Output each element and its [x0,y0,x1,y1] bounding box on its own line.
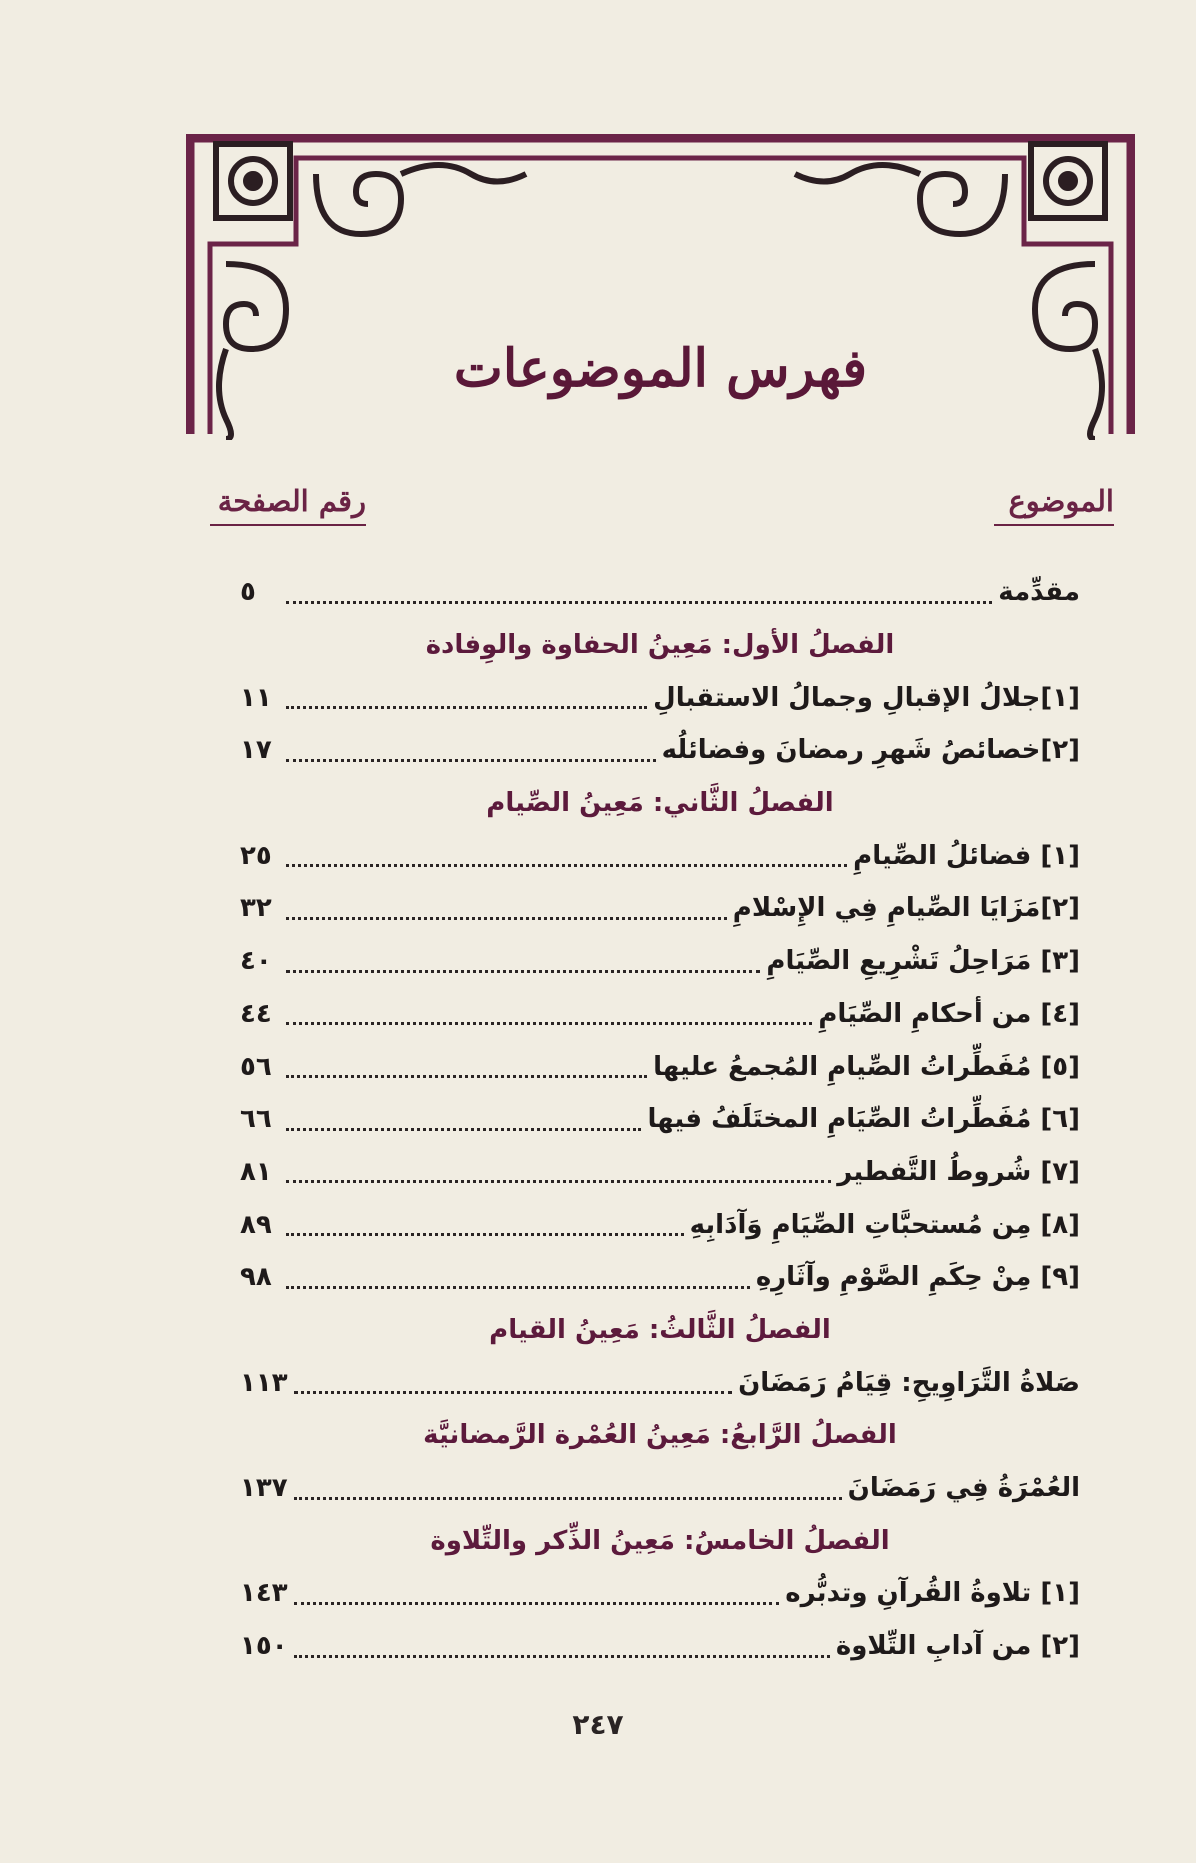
toc-entry [240,1040,1080,1093]
toc-entry [240,935,1080,988]
toc-entry-title: [٧] شُروطُ التَّفطير [837,1156,1080,1187]
dot-leader [286,1022,812,1025]
toc-entry-title: العُمْرَةُ فِي رَمَضَانَ [847,1473,1080,1504]
chapter-heading [240,1304,1080,1357]
toc-entry [240,882,1080,935]
dot-leader [286,1286,750,1289]
toc-entry-title: [٦] مُفَطِّراتُ الصِّيَامِ المختَلَفُ فيها [647,1104,1080,1135]
toc-entry-title: [٣] مَرَاحِلُ تَشْرِيعِ الصِّيَامِ [766,946,1080,977]
toc-entry-title: [١] تلاوةُ القُرآنِ وتدبُّره [785,1578,1080,1609]
dot-leader [294,1655,830,1658]
toc-entry [240,1462,1080,1515]
toc-entry-title: [٢] من آدابِ التِّلاوة [835,1631,1080,1662]
toc-entry [240,566,1080,619]
chapter-title: الفصلُ الأول: مَعِينُ الحفاوة والوِفادة [425,630,895,661]
dot-leader [286,601,992,604]
dot-leader [286,1075,647,1078]
toc-entry-page-number: ٩٨ [240,1262,272,1293]
toc-entry-title: [٩] مِنْ حِكَمِ الصَّوْمِ وآثَارِهِ [755,1262,1080,1293]
dot-leader [286,864,847,867]
toc-entry-page-number: ٨٩ [240,1209,272,1240]
toc-entry-title: [٥] مُفَطِّراتُ الصِّيامِ المُجمعُ عليها [653,1051,1080,1082]
scroll-top-left-icon [316,174,401,234]
scroll-side-right-icon [1035,264,1095,349]
dot-leader [286,759,656,762]
column-header-topic: الموضوع [994,484,1114,526]
toc-entry-page-number: ٣٢ [240,893,272,924]
toc-entry [240,724,1080,777]
chapter-heading [240,619,1080,672]
chapter-heading [240,1514,1080,1567]
toc-entry-page-number: ١٤٣ [240,1578,288,1609]
toc-entry-page-number: ٤٤ [240,998,272,1029]
chapter-title: الفصلُ الرَّابعُ: مَعِينُ العُمْرة الرَّمضانيَّة [423,1420,897,1451]
toc-entry-title: [١]جلالُ الإقبالِ وجمالُ الاستقبالِ [653,682,1080,713]
dot-leader [286,917,727,920]
toc-entry-title: [١] فضائلُ الصِّيامِ [853,840,1080,871]
chapter-title: الفصلُ الخامسُ: مَعِينُ الذِّكر والتِّلاوة [430,1525,890,1556]
dot-leader [286,1128,641,1131]
chapter-title: الفصلُ الثَّالثُ: مَعِينُ القيام [489,1314,831,1345]
toc-entry-page-number: ١٧ [240,735,272,766]
table-of-contents [240,566,1080,1672]
dot-leader [286,1233,684,1236]
toc-entry [240,1198,1080,1251]
dot-leader [294,1602,780,1605]
scroll-top-right-tail-icon [795,165,920,182]
toc-entry-page-number: ٢٥ [240,840,272,871]
toc-entry [240,829,1080,882]
toc-entry-page-number: ١٥٠ [240,1631,288,1662]
dot-leader [286,706,647,709]
page-title: فهرس الموضوعات [453,338,868,399]
toc-entry-page-number: ٦٦ [240,1104,272,1135]
toc-entry [240,1567,1080,1620]
toc-entry [240,1146,1080,1199]
dot-leader [286,970,760,973]
toc-entry-title: [٢]مَزَايَا الصِّيامِ فِي الإِسْلامِ [732,893,1080,924]
dot-leader [294,1391,732,1394]
scroll-side-left-icon [226,264,286,349]
page-number: ٢٤٧ [572,1708,624,1741]
toc-entry-page-number: ٥ [240,577,256,608]
toc-entry-page-number: ٨١ [240,1156,272,1187]
chapter-title: الفصلُ الثَّاني: مَعِينُ الصِّيام [486,788,834,819]
toc-entry [240,1251,1080,1304]
toc-entry-page-number: ١٣٧ [240,1473,288,1504]
scroll-top-left-tail-icon [401,165,526,182]
toc-entry [240,988,1080,1041]
scroll-top-right-icon [920,174,1005,234]
toc-entry [240,1620,1080,1673]
toc-entry-page-number: ٤٠ [240,946,272,977]
toc-entry-title: صَلاةُ التَّرَاوِيحِ: قِيَامُ رَمَضَانَ [738,1367,1080,1398]
toc-entry-page-number: ٥٦ [240,1051,272,1082]
chapter-heading [240,777,1080,830]
dot-leader [286,1180,831,1183]
toc-entry-page-number: ١١ [240,682,272,713]
toc-entry-page-number: ١١٣ [240,1367,288,1398]
dot-leader [294,1497,842,1500]
column-header-page-number: رقم الصفحة [210,484,366,526]
toc-entry-title: [٤] من أحكامِ الصِّيَامِ [818,998,1080,1029]
toc-entry [240,1356,1080,1409]
toc-entry [240,671,1080,724]
chapter-heading [240,1409,1080,1462]
toc-entry-title: مقدِّمة [998,577,1080,608]
toc-entry-title: [٢]خصائصُ شَهرِ رمضانَ وفضائلُه [661,735,1080,766]
toc-entry [240,1093,1080,1146]
toc-entry-title: [٨] مِن مُستحبَّاتِ الصِّيَامِ وَآدَابِهِ [689,1209,1080,1240]
